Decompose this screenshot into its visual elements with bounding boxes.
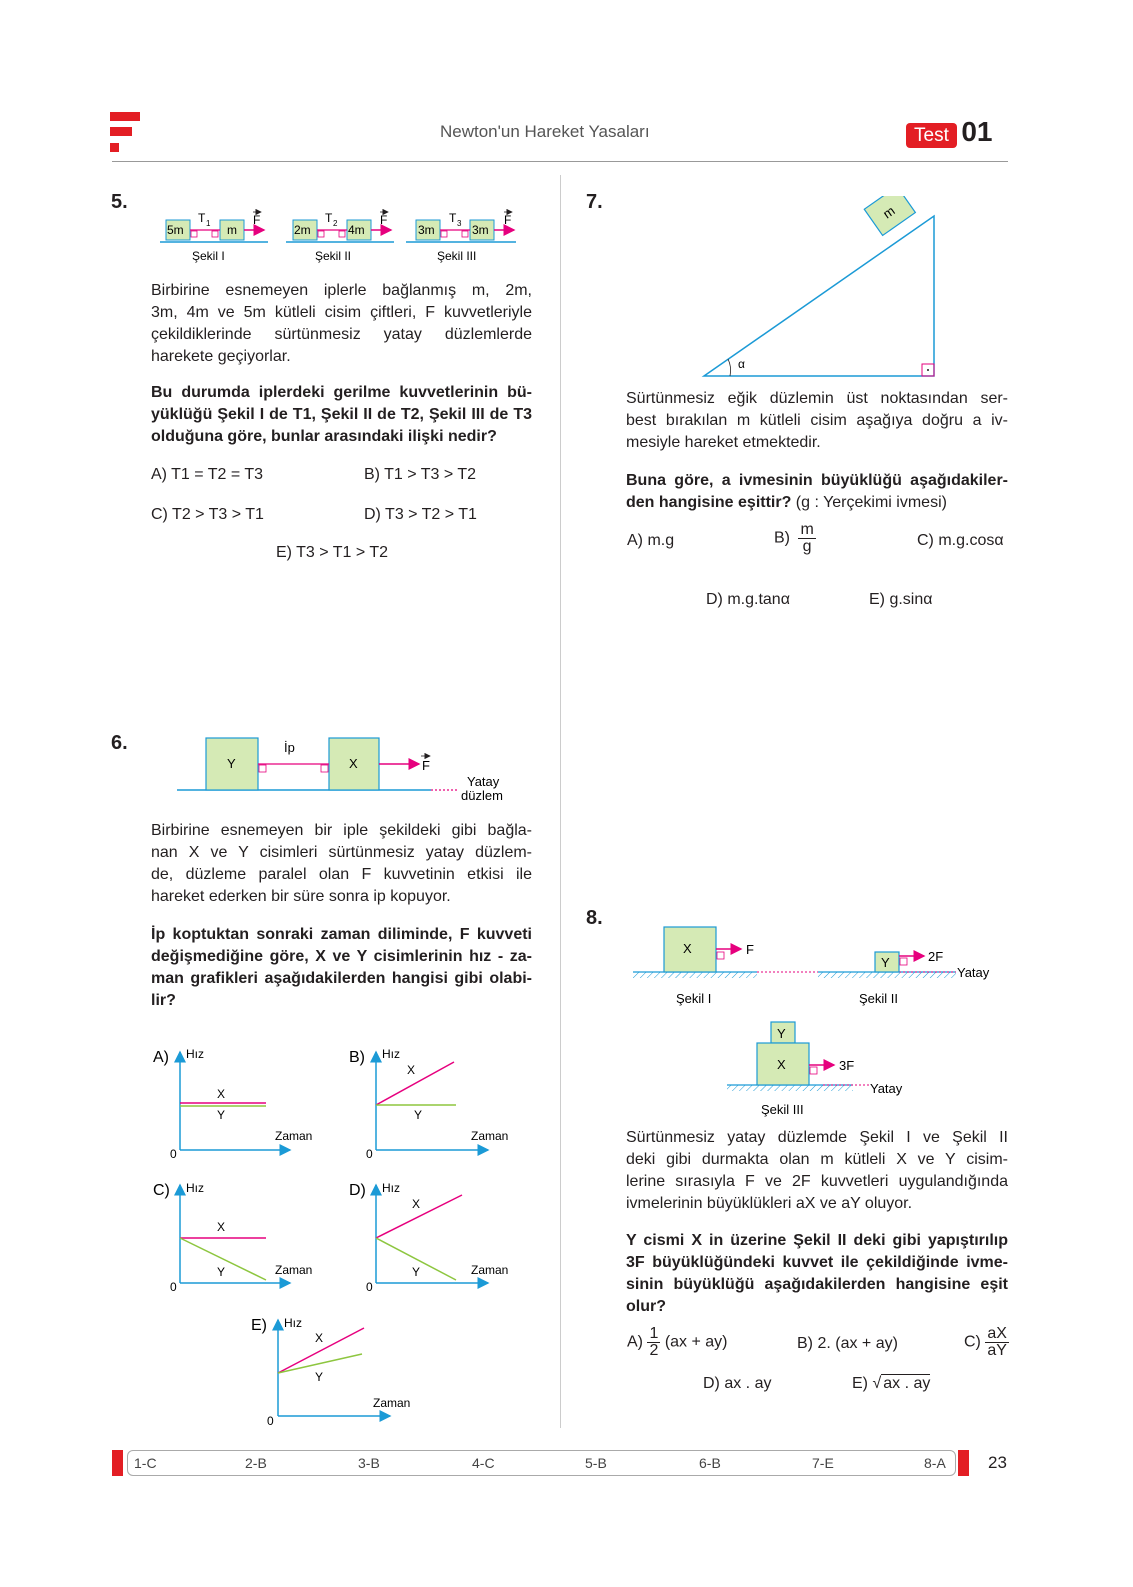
angle-label: α (738, 357, 745, 371)
q6-text-line: hareket ederken bir süre sonra ip kopuyor. (151, 888, 451, 905)
q7-option-b-letter: B) (774, 529, 790, 547)
q8-question (626, 1230, 1008, 1318)
q8-option-a-rest: (ax + ay) (664, 1333, 728, 1351)
q6-option-e[interactable] (251, 1316, 410, 1428)
q6-option-b[interactable] (349, 1047, 508, 1161)
y-label: Y (217, 1265, 226, 1279)
q5-f2-tension-sub: 2 (333, 219, 338, 228)
q7-option-d[interactable]: D) m.g.tanα (706, 591, 790, 608)
q8-caption-2: Şekil II (859, 991, 899, 1006)
q5-text-line: Birbirine esnemeyen iplerle bağlanmış m, 2m, (151, 282, 532, 299)
q5-text (151, 280, 532, 368)
q5-f1-force: F (253, 213, 261, 227)
q6-text-line: de, düzleme paralel olan F kuvvetinin etkisi ile (151, 866, 532, 883)
q5-option-c[interactable]: C) T2 > T3 > T1 (151, 506, 264, 523)
q5-option-b[interactable]: B) T1 > T3 > T2 (364, 466, 477, 483)
origin-label: 0 (267, 1414, 274, 1428)
q7-text-line: Sürtünmesiz eğik düzlemin üst noktasından ser- (626, 390, 1008, 407)
q6-letter-d: D) (349, 1182, 366, 1199)
hiz-label: Hız (382, 1047, 400, 1061)
test-badge (906, 116, 992, 148)
q8-question-line: Y cismi X in üzerine Şekil II deki gibi yapıştırılıp (626, 1232, 1008, 1249)
q8-option-b[interactable]: B) 2. (ax + ay) (797, 1335, 898, 1352)
question-number: 5. (111, 191, 128, 213)
hiz-label: Hız (382, 1181, 400, 1195)
q7-mass-label: m (880, 202, 898, 222)
q8-force-3: 3F (839, 1058, 855, 1073)
q8-s3-block-x: X (777, 1057, 786, 1072)
q6-rope-label: İp (284, 740, 295, 755)
sqrt-symbol: √ (872, 1375, 882, 1392)
q5-f2-force: F (380, 213, 388, 227)
q6-text-line: Birbirine esnemeyen bir iple şekildeki gibi bağla- (151, 822, 532, 839)
q8-s3-block-y: Y (777, 1026, 786, 1041)
answer-key-item: 2-B (245, 1455, 267, 1471)
question-number: 6. (111, 732, 128, 754)
test-label: Test (906, 123, 957, 148)
q5-f3-caption: Şekil III (437, 249, 477, 263)
q5-question-line: olduğuna göre, bunlar arasındaki ilişki nedir? (151, 428, 497, 445)
answer-key-item: 8-A (924, 1455, 946, 1471)
q8-option-a[interactable] (627, 1326, 728, 1359)
q7-option-c[interactable]: C) m.g.cosα (917, 532, 1004, 549)
numerator: 1 (649, 1325, 659, 1342)
q6-option-c[interactable] (153, 1181, 312, 1294)
q5-figure-1 (160, 211, 268, 263)
numerator: aX (987, 1325, 1007, 1342)
footer-accent-left (112, 1450, 123, 1476)
q7-question-line: Buna göre, a ivmesinin büyüklüğü aşağıdakiler- (626, 472, 1008, 489)
q8-question-line: sinin büyüklüğü aşağıdakilerden hangisine eşit (626, 1276, 1008, 1293)
denominator: 2 (649, 1342, 659, 1359)
q8-surface-2: Yatay (870, 1081, 903, 1096)
q5-f2-tension: T (325, 211, 333, 225)
answer-key-item: 4-C (472, 1455, 495, 1471)
q6-question-line: değişmediğine göre, X ve Y cisimlerinin hız - za- (151, 948, 532, 965)
q5-f2-caption: Şekil II (315, 249, 352, 263)
fraction (647, 1326, 660, 1359)
x-label: X (407, 1063, 416, 1077)
q6-letter-e: E) (251, 1317, 267, 1334)
q6-surface-2: düzlem (461, 788, 503, 803)
q7-option-e[interactable]: E) g.sinα (869, 591, 933, 608)
q5-question (151, 382, 532, 448)
zaman-label: Zaman (471, 1129, 509, 1143)
q5-figure-2 (286, 211, 394, 263)
q8-s2-block-y: Y (881, 955, 890, 970)
fraction (985, 1326, 1009, 1359)
y-label: Y (315, 1370, 324, 1384)
origin-label: 0 (170, 1280, 177, 1294)
q6-graphs (150, 1040, 540, 1430)
q6-question-line: man grafikleri aşağıdakilerden hangisi gibi olabi- (151, 970, 532, 987)
q6-letter-b: B) (349, 1049, 365, 1066)
q5-f1-tension: T (198, 211, 206, 225)
radicand: ax . ay (883, 1375, 931, 1392)
y-label: Y (217, 1108, 226, 1122)
q6-question-line: lir? (151, 992, 176, 1009)
q8-surface-1: Yatay (957, 965, 990, 980)
question-number: 8. (586, 907, 603, 929)
q7-question-line: den hangisine eşittir? (626, 494, 792, 511)
q6-block-x: X (349, 756, 358, 771)
column-divider (560, 175, 561, 1428)
q7-text-line: best bırakılan m kütleli cisim aşağıya doğru a iv- (626, 412, 1008, 429)
q8-text (626, 1127, 1008, 1215)
q8-text-line: ivmelerinin büyüklükleri aX ve aY oluyor. (626, 1195, 913, 1212)
footer-accent-right (958, 1450, 969, 1476)
q8-option-e[interactable] (852, 1375, 930, 1393)
answer-key-item: 1-C (134, 1455, 157, 1471)
q5-f3-left-mass: 3m (418, 223, 435, 237)
q6-figure (175, 732, 515, 808)
q5-text-line: çekildiklerinde sürtünmesiz yatay düzlemlerde (151, 326, 532, 343)
q8-option-c-letter: C) (964, 1333, 981, 1351)
page-title: Newton'un Hareket Yasaları (440, 122, 650, 141)
publisher-logo (110, 112, 142, 154)
question-number: 7. (586, 191, 603, 213)
denominator: g (802, 538, 812, 555)
q8-s1-block-x: X (683, 941, 692, 956)
q5-option-d[interactable]: D) T3 > T2 > T1 (364, 506, 477, 523)
q5-f2-right-mass: 4m (348, 223, 365, 237)
q6-force: F (422, 758, 430, 773)
zaman-label: Zaman (471, 1263, 509, 1277)
fraction (798, 522, 815, 555)
y-label: Y (414, 1108, 423, 1122)
q8-option-c[interactable] (964, 1326, 1009, 1359)
hiz-label: Hız (186, 1181, 204, 1195)
origin-label: 0 (366, 1147, 373, 1161)
answer-key-item: 6-B (699, 1455, 721, 1471)
q8-option-d[interactable]: D) ax . ay (703, 1375, 772, 1392)
q7-text (626, 388, 1008, 454)
q8-figure (625, 915, 1005, 1125)
q6-surface-1: Yatay (467, 774, 500, 789)
q5-f1-tension-sub: 1 (206, 219, 211, 228)
q6-text (151, 820, 532, 908)
q7-question-note: (g : Yerçekimi ivmesi) (791, 494, 947, 511)
q8-caption-3: Şekil III (761, 1102, 804, 1117)
q5-f2-left-mass: 2m (294, 223, 311, 237)
header-divider (112, 161, 1008, 162)
denominator: aY (987, 1342, 1007, 1359)
q6-letter-c: C) (153, 1182, 170, 1199)
q6-question (151, 924, 532, 1012)
q5-question-line: yüklüğü Şekil I de T1, Şekil II de T2, Şekil III de T3 (151, 406, 532, 423)
q7-question (626, 470, 1008, 514)
answer-key-item: 5-B (585, 1455, 607, 1471)
q5-figure (150, 200, 550, 270)
zaman-label: Zaman (373, 1396, 411, 1410)
q5-f1-caption: Şekil I (192, 249, 225, 263)
origin-label: 0 (170, 1147, 177, 1161)
zaman-label: Zaman (275, 1263, 313, 1277)
q6-question-line: İp koptuktan sonraki zaman diliminde, F kuvveti (151, 926, 532, 943)
origin-label: 0 (366, 1280, 373, 1294)
page-number: 23 (988, 1453, 1007, 1472)
q8-caption-1: Şekil I (676, 991, 712, 1006)
q7-figure (700, 196, 945, 381)
x-label: X (412, 1197, 421, 1211)
q5-text-line: harekete geçiyorlar. (151, 348, 291, 365)
zaman-label: Zaman (275, 1129, 313, 1143)
q8-text-line: deki gibi durmakta olan m kütleli X ve Y cisim- (626, 1151, 1008, 1168)
q6-option-d[interactable] (349, 1181, 508, 1294)
q5-figure-3 (406, 211, 516, 263)
q8-question-line: 3F büyüklüğündeki kuvvet ile çekildiğinde ivme- (626, 1254, 1008, 1271)
q6-block-y: Y (227, 756, 236, 771)
q8-text-line: Sürtünmesiz yatay düzlemde Şekil I ve Şekil II (626, 1129, 1008, 1146)
q7-text-line: mesiyle hareket etmektedir. (626, 434, 821, 451)
q5-question-line: Bu durumda iplerdeki gerilme kuvvetlerinin bü- (151, 384, 532, 401)
q6-letter-a: A) (153, 1049, 169, 1066)
q8-question-line: olur? (626, 1298, 666, 1315)
q5-f3-right-mass: 3m (472, 223, 489, 237)
q5-option-a[interactable]: A) T1 = T2 = T3 (151, 466, 264, 483)
q5-f3-tension: T (449, 211, 457, 225)
q6-option-a[interactable] (153, 1047, 312, 1161)
x-label: X (217, 1220, 226, 1234)
q7-option-b[interactable] (774, 522, 816, 555)
y-label: Y (412, 1265, 421, 1279)
q8-option-a-letter: A) (627, 1333, 643, 1351)
hiz-label: Hız (186, 1047, 204, 1061)
q5-f1-left-mass: 5m (167, 223, 184, 237)
answer-key-item: 3-B (358, 1455, 380, 1471)
x-label: X (315, 1331, 324, 1345)
q5-text-line: 3m, 4m ve 5m kütleli cisim çiftleri, F kuvvetleriyle (151, 304, 532, 321)
q8-text-line: lerine sırasıyla F ve 2F kuvvetleri uygulandığında (626, 1173, 1008, 1190)
test-number: 01 (961, 116, 993, 147)
q8-option-e-letter: E) (852, 1375, 868, 1392)
q5-f3-force: F (504, 213, 512, 227)
q8-force-2: 2F (928, 949, 944, 964)
answer-key-item: 7-E (812, 1455, 834, 1471)
q5-f1-right-mass: m (227, 223, 237, 237)
q5-option-e[interactable]: E) T3 > T1 > T2 (276, 544, 389, 561)
q5-f3-tension-sub: 3 (457, 219, 462, 228)
numerator: m (800, 521, 814, 538)
q8-force-1: F (746, 942, 754, 957)
x-label: X (217, 1087, 226, 1101)
hiz-label: Hız (284, 1316, 302, 1330)
q7-option-a[interactable]: A) m.g (627, 532, 675, 549)
q6-text-line: nan X ve Y cisimleri sürtünmesiz yatay düzlem- (151, 844, 532, 861)
